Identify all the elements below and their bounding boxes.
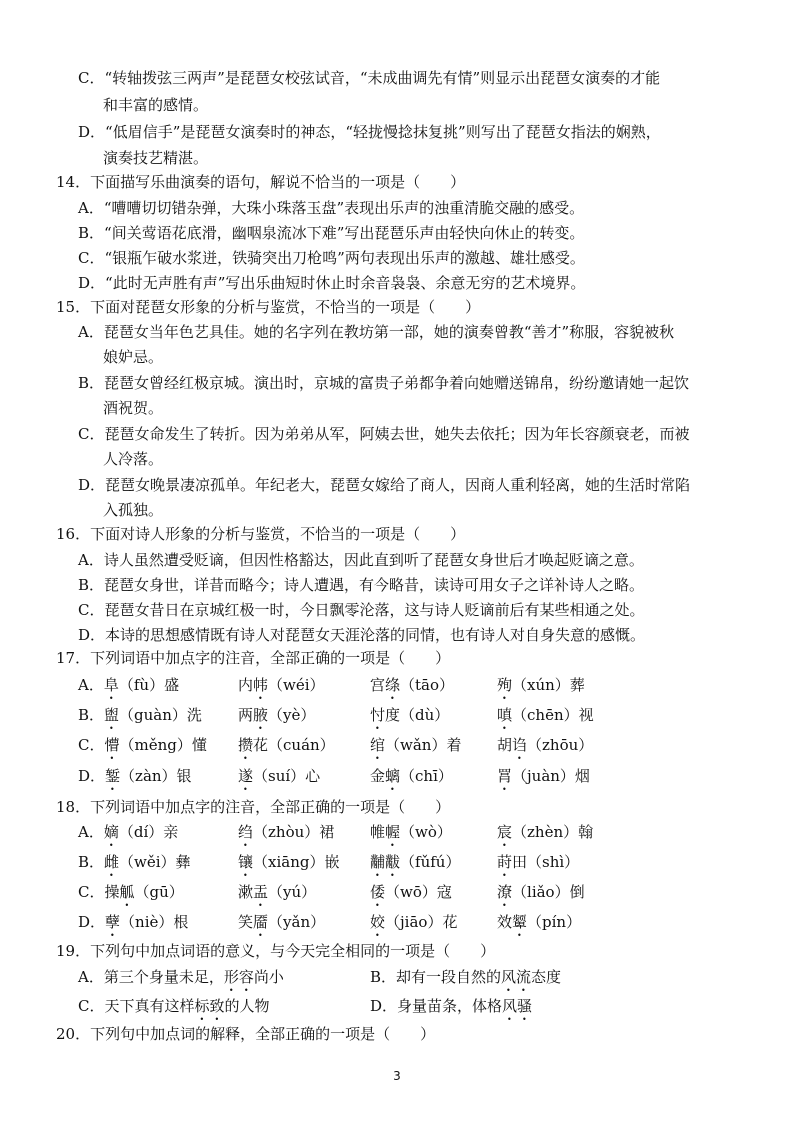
option-line: D．“此时无声胜有声”写出乐曲短时休止时余音袅袅、余意无穷的艺术境界。	[78, 274, 586, 292]
emphasized-char: 盥	[104, 706, 120, 724]
emphasized-char: 罥	[497, 767, 513, 785]
cell-prefix: 两	[238, 706, 254, 724]
option-cell	[370, 852, 460, 880]
option-line: D．琵琶女晚景凄凉孤单。年纪老大，琵琶女嫁给了商人，因商人重利轻离，她的生活时常陷	[78, 476, 691, 494]
cell-prefix: D．身量苗条，体格	[370, 997, 503, 1015]
cell-suffix: （fù）盛	[118, 676, 180, 694]
option-line: B．琵琶女曾经红极京城。演出时，京城的富贵子弟都争着向她赠送锦帛，纷纷邀请她一起饮	[78, 374, 690, 392]
cell-suffix: （wéi）	[268, 676, 325, 694]
cell-suffix: （wò）	[400, 823, 452, 841]
option-line: A．诗人虽然遭受贬谪，但因性格豁达，因此直到听了琵琶女身世后才唤起贬谪之意。	[78, 551, 644, 569]
option-line: C．琵琶女昔日在京城红极一时，今日飘零沦落，这与诗人贬谪前后有某些相通之处。	[78, 601, 645, 619]
cell-prefix: D．	[78, 913, 106, 931]
option-line: 人冷落。	[103, 450, 164, 468]
cell-suffix: （chī）	[400, 767, 453, 785]
cell-suffix: 的人物	[224, 997, 270, 1015]
emphasized-char: 形容	[223, 968, 254, 986]
cell-suffix: （chēn）视	[512, 706, 594, 724]
cell-prefix: B．	[78, 706, 105, 724]
cell-suffix: （niè）根	[120, 913, 189, 931]
option-cell	[78, 766, 192, 794]
option-cell	[238, 882, 316, 910]
emphasized-char: 靥	[253, 913, 269, 931]
page-number: 3	[393, 1069, 401, 1083]
option-cell	[370, 675, 454, 703]
option-line: B．“间关莺语花底滑，幽咽泉流冰下难”写出琵琶乐声由轻快向休止的转变。	[78, 224, 585, 242]
option-cell	[78, 912, 188, 940]
cell-suffix: （wǎn）着	[385, 736, 462, 754]
cell-suffix: （tāo）	[400, 676, 455, 694]
option-cell	[497, 912, 581, 940]
option-line: 和丰富的感情。	[103, 96, 209, 114]
cell-suffix: （juàn）烟	[512, 767, 590, 785]
option-cell	[238, 735, 335, 763]
option-cell	[238, 912, 325, 940]
option-cell	[78, 967, 284, 995]
option-cell	[497, 822, 593, 850]
emphasized-char: 绉	[238, 823, 254, 841]
option-cell	[497, 766, 590, 794]
emphasized-char: 颦	[512, 913, 528, 931]
cell-suffix: （liǎo）倒	[512, 883, 585, 901]
option-cell	[78, 996, 270, 1024]
option-cell	[497, 675, 585, 703]
cell-suffix: （suí）心	[253, 767, 321, 785]
option-cell	[370, 912, 457, 940]
option-line: 入孤独。	[103, 501, 164, 519]
option-line: 酒祝贺。	[103, 399, 164, 417]
option-line: D．本诗的思想感情既有诗人对琵琶女天涯沦落的同情，也有诗人对自身失意的感慨。	[78, 626, 646, 644]
question-stem: 14．下面描写乐曲演奏的语句，解说不恰当的一项是（ ）	[56, 173, 466, 191]
cell-prefix: B．却有一段自然的	[370, 968, 502, 986]
option-cell	[78, 852, 191, 880]
emphasized-char: 攒	[238, 736, 254, 754]
cell-suffix: （gū）	[134, 883, 184, 901]
cell-prefix: 金	[370, 767, 386, 785]
option-line: 演奏技艺精湛。	[103, 149, 209, 167]
option-line: B．琵琶女身世，详昔而略今；诗人遭遇，有今略昔，读诗可用女子之详补诗人之略。	[78, 576, 645, 594]
emphasized-char: 盂	[253, 883, 269, 901]
question-stem: 20．下列句中加点词的解释，全部正确的一项是（ ）	[56, 1025, 436, 1043]
emphasized-char: 幄	[385, 823, 401, 841]
cell-prefix: 笑	[238, 913, 254, 931]
cell-prefix: 效	[497, 913, 513, 931]
question-stem: 19．下列句中加点词语的意义，与今天完全相同的一项是（ ）	[56, 942, 496, 960]
emphasized-char: 绦	[385, 676, 401, 694]
emphasized-char: 懵	[104, 736, 120, 754]
emphasized-char: 镶	[238, 853, 254, 871]
option-cell	[238, 822, 334, 850]
emphasized-char: 风骚	[502, 997, 533, 1015]
cell-suffix: （wěi）彝	[119, 853, 191, 871]
emphasized-char: 标致	[194, 997, 225, 1015]
cell-prefix: C．	[78, 736, 105, 754]
cell-suffix: （zàn）银	[120, 767, 192, 785]
cell-prefix: A．	[78, 823, 104, 841]
emphasized-char: 诌	[512, 736, 528, 754]
emphasized-char: 姣	[370, 913, 386, 931]
emphasized-char: 莳	[497, 853, 513, 871]
cell-prefix: D．	[78, 767, 106, 785]
option-cell	[78, 735, 207, 763]
question-stem: 18．下列词语中加点字的注音，全部正确的一项是（ ）	[56, 798, 451, 816]
emphasized-char: 嫡	[103, 823, 119, 841]
cell-suffix: （guàn）洗	[119, 706, 202, 724]
cell-suffix: （wō）寇	[385, 883, 452, 901]
question-stem: 15．下面对琵琶女形象的分析与鉴赏，不恰当的一项是（ ）	[56, 298, 481, 316]
option-cell	[370, 967, 561, 995]
cell-suffix: 花（cuán）	[253, 736, 335, 754]
option-cell	[370, 705, 449, 733]
option-cell	[78, 675, 179, 703]
option-cell	[238, 675, 325, 703]
cell-suffix: （zhōu）	[527, 736, 594, 754]
option-line: C．琵琶女命发生了转折。因为弟弟从军，阿姨去世，她失去依托；因为年长容颜衰老，而被	[78, 425, 690, 443]
cell-suffix: 度（dù）	[385, 706, 450, 724]
cell-suffix: （zhèn）翰	[512, 823, 594, 841]
emphasized-char: 嗔	[497, 706, 513, 724]
cell-prefix: C．操	[78, 883, 120, 901]
emphasized-char: 宸	[497, 823, 513, 841]
option-cell	[370, 996, 532, 1024]
cell-prefix: 宫	[370, 676, 386, 694]
option-cell	[497, 705, 594, 733]
cell-suffix: （yè）	[268, 706, 316, 724]
emphasized-char: 忖	[370, 706, 386, 724]
option-cell	[78, 705, 202, 733]
cell-suffix: （jiāo）花	[385, 913, 458, 931]
cell-prefix: 漱	[238, 883, 254, 901]
emphasized-char: 帏	[253, 676, 269, 694]
cell-prefix: 内	[238, 676, 254, 694]
emphasized-char: 遂	[238, 767, 254, 785]
option-line: D．“低眉信手”是琵琶女演奏时的神态，“轻拢慢捻抹复挑”则写出了琵琶女指法的娴熟，	[78, 123, 661, 141]
cell-suffix: （xún）葬	[512, 676, 585, 694]
emphasized-char: 孽	[105, 913, 121, 931]
option-cell	[78, 882, 184, 910]
emphasized-char: 雌	[104, 853, 120, 871]
emphasized-char: 绾	[370, 736, 386, 754]
option-line: C．“银瓶乍破水浆迸，铁骑突出刀枪鸣”两句表现出乐声的激越、雄壮感受。	[78, 249, 585, 267]
option-line: 娘妒忌。	[103, 348, 164, 366]
option-cell	[78, 822, 178, 850]
emphasized-char: 錾	[105, 767, 121, 785]
cell-suffix: （yǎn）	[268, 913, 326, 931]
question-stem: 17．下列词语中加点字的注音，全部正确的一项是（ ）	[56, 649, 451, 667]
emphasized-char: 风流	[501, 968, 532, 986]
cell-suffix: （fǔfú）	[400, 853, 461, 871]
emphasized-char: 阜	[103, 676, 119, 694]
cell-suffix: （yú）	[268, 883, 317, 901]
emphasized-char: 腋	[253, 706, 269, 724]
option-cell	[497, 735, 593, 763]
cell-prefix: A．	[78, 676, 104, 694]
option-cell	[497, 882, 585, 910]
option-cell	[497, 852, 579, 880]
question-stem: 16．下面对诗人形象的分析与鉴赏，不恰当的一项是（ ）	[56, 525, 466, 543]
emphasized-char: 潦	[497, 883, 513, 901]
emphasized-char: 殉	[497, 676, 513, 694]
cell-prefix: C．天下真有这样	[78, 997, 195, 1015]
cell-suffix: （pín）	[527, 913, 582, 931]
cell-suffix: （zhòu）裙	[253, 823, 335, 841]
option-cell	[370, 735, 461, 763]
option-line: A．琵琶女当年色艺具佳。她的名字列在教坊第一部，她的演奏曾教“善才”称服，容貌被秋	[78, 323, 675, 341]
option-cell	[370, 766, 453, 794]
emphasized-char: 觚	[119, 883, 135, 901]
cell-suffix: （xiāng）嵌	[253, 853, 340, 871]
cell-suffix: 尚小	[253, 968, 284, 986]
cell-prefix: A．第三个身量未足，	[78, 968, 224, 986]
cell-prefix: 帷	[370, 823, 386, 841]
option-line: A．“嘈嘈切切错杂弹，大珠小珠落玉盘”表现出乐声的浊重清脆交融的感受。	[78, 199, 585, 217]
cell-prefix: B．	[78, 853, 105, 871]
option-cell	[238, 705, 315, 733]
option-cell	[370, 822, 452, 850]
cell-suffix: （dí）亲	[118, 823, 179, 841]
cell-suffix: 态度	[531, 968, 562, 986]
emphasized-char: 倭	[370, 883, 386, 901]
cell-suffix: 田（shì）	[512, 853, 580, 871]
emphasized-char: 螭	[385, 767, 401, 785]
option-line: C．“转轴拨弦三两声”是琵琶女校弦试音，“未成曲调先有情”则显示出琵琶女演奏的才能	[78, 69, 661, 87]
cell-prefix: 胡	[497, 736, 513, 754]
cell-suffix: （měng）懂	[119, 736, 207, 754]
emphasized-char: 黼黻	[370, 853, 401, 871]
option-cell	[238, 852, 339, 880]
option-cell	[370, 882, 452, 910]
option-cell	[238, 766, 320, 794]
